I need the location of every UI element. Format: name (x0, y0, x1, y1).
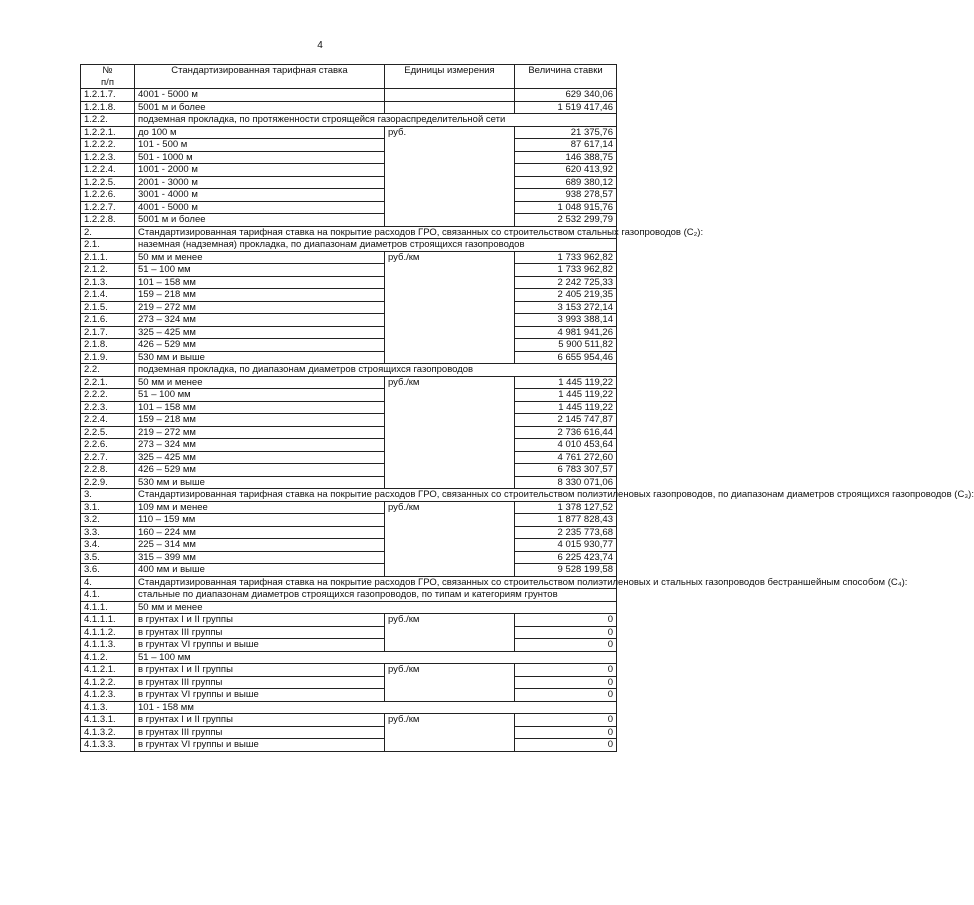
row-value: 21 375,76 (515, 126, 617, 139)
header-description: Стандартизированная тарифная ставка (135, 65, 385, 89)
row-value: 6 655 954,46 (515, 351, 617, 364)
row-description: 315 – 399 мм (135, 551, 385, 564)
row-number: 4.1.1.2. (81, 626, 135, 639)
row-description: в грунтах III группы (135, 626, 385, 639)
row-number: 2. (81, 226, 135, 239)
row-value: 4 010 453,64 (515, 439, 617, 452)
row-description: 4001 - 5000 м (135, 89, 385, 102)
table-body (81, 89, 974, 752)
row-value: 0 (515, 714, 617, 727)
table-row (81, 489, 617, 502)
row-value: 2 145 747,87 (515, 414, 617, 427)
row-number: 1.2.2.2. (81, 139, 135, 152)
row-number: 2.1.3. (81, 276, 135, 289)
row-number: 1.2.2.5. (81, 176, 135, 189)
row-unit (385, 101, 515, 114)
row-number: 4.1.2.2. (81, 676, 135, 689)
row-description: Стандартизированная тарифная ставка на покрытие расходов ГРО, связанных со строительством полиэтиленовых и стальных газопроводов бестраншейным способом (C₄): (135, 576, 617, 589)
row-description: 2001 - 3000 м (135, 176, 385, 189)
header-number: № п/п (81, 65, 135, 89)
row-number: 2.2.8. (81, 464, 135, 477)
row-value: 4 981 941,26 (515, 326, 617, 339)
row-number: 2.1.5. (81, 301, 135, 314)
table-row (81, 626, 617, 639)
row-description: 50 мм и менее (135, 376, 385, 389)
row-number: 1.2.2.4. (81, 164, 135, 177)
row-value: 1 519 417,46 (515, 101, 617, 114)
row-number: 4.1.1. (81, 601, 135, 614)
row-number: 2.1.1. (81, 251, 135, 264)
table-row (81, 339, 617, 352)
row-number: 3.6. (81, 564, 135, 577)
row-value: 0 (515, 664, 617, 677)
table-row (81, 226, 617, 239)
table-row (81, 151, 617, 164)
row-description: 501 - 1000 м (135, 151, 385, 164)
row-value: 1 733 962,82 (515, 264, 617, 277)
table-row (81, 701, 617, 714)
row-value: 4 761 272,60 (515, 451, 617, 464)
table-row (81, 614, 617, 627)
row-unit: руб. (385, 126, 515, 226)
row-description: 219 – 272 мм (135, 301, 385, 314)
row-value: 1 048 915,76 (515, 201, 617, 214)
row-description: 3001 - 4000 м (135, 189, 385, 202)
row-description: 50 мм и менее (135, 601, 617, 614)
row-unit: руб./км (385, 664, 515, 702)
row-description: Стандартизированная тарифная ставка на покрытие расходов ГРО, связанных со строительством полиэтиленовых газопроводов, по диапазонам диаметров строящихся газопроводов (C₃): (135, 489, 617, 502)
row-number: 4.1.1.3. (81, 639, 135, 652)
table-row (81, 451, 617, 464)
row-description: 51 – 100 мм (135, 651, 617, 664)
table-row (81, 301, 617, 314)
row-number: 2.2.7. (81, 451, 135, 464)
row-unit: руб./км (385, 376, 515, 489)
row-number: 3.4. (81, 539, 135, 552)
row-value: 1 445 119,22 (515, 401, 617, 414)
row-number: 1.2.2.3. (81, 151, 135, 164)
row-description: 51 – 100 мм (135, 264, 385, 277)
table-row (81, 576, 617, 589)
row-number: 2.1.8. (81, 339, 135, 352)
row-number: 2.2.4. (81, 414, 135, 427)
table-row (81, 114, 617, 127)
row-description: 5001 м и более (135, 214, 385, 227)
row-number: 2.1.6. (81, 314, 135, 327)
row-value: 938 278,57 (515, 189, 617, 202)
row-number: 4.1.2.3. (81, 689, 135, 702)
table-row (81, 326, 617, 339)
table-row (81, 289, 617, 302)
table-row (81, 714, 617, 727)
row-value: 0 (515, 689, 617, 702)
row-number: 2.1.7. (81, 326, 135, 339)
row-value: 5 900 511,82 (515, 339, 617, 352)
row-description: в грунтах I и II группы (135, 714, 385, 727)
row-description: 159 – 218 мм (135, 414, 385, 427)
table-row (81, 739, 617, 752)
row-value: 2 405 219,35 (515, 289, 617, 302)
row-value: 620 413,92 (515, 164, 617, 177)
row-number: 4.1.3.3. (81, 739, 135, 752)
table-row (81, 376, 617, 389)
row-description: 426 – 529 мм (135, 464, 385, 477)
table-row (81, 314, 617, 327)
row-description: наземная (надземная) прокладка, по диапазонам диаметров строящихся газопроводов (135, 239, 617, 252)
row-description: 110 – 159 мм (135, 514, 385, 527)
row-description: 400 мм и выше (135, 564, 385, 577)
row-value: 87 617,14 (515, 139, 617, 152)
row-value: 1 733 962,82 (515, 251, 617, 264)
row-number: 2.2.5. (81, 426, 135, 439)
row-number: 2.1. (81, 239, 135, 252)
row-number: 2.1.4. (81, 289, 135, 302)
table-row (81, 501, 617, 514)
table-row (81, 601, 617, 614)
table-row (81, 189, 617, 202)
row-number: 2.1.2. (81, 264, 135, 277)
row-description: 101 - 500 м (135, 139, 385, 152)
row-value: 6 225 423,74 (515, 551, 617, 564)
row-value: 629 340,06 (515, 89, 617, 102)
row-value: 1 877 828,43 (515, 514, 617, 527)
row-description: 325 – 425 мм (135, 326, 385, 339)
row-number: 4.1.2.1. (81, 664, 135, 677)
row-value: 2 242 725,33 (515, 276, 617, 289)
row-description: в грунтах VI группы и выше (135, 739, 385, 752)
row-value: 1 445 119,22 (515, 389, 617, 402)
row-number: 3.3. (81, 526, 135, 539)
row-value: 1 445 119,22 (515, 376, 617, 389)
table-row (81, 251, 617, 264)
row-description: 159 – 218 мм (135, 289, 385, 302)
row-description: 530 мм и выше (135, 476, 385, 489)
row-number: 1.2.1.8. (81, 101, 135, 114)
table-row (81, 201, 617, 214)
table-row (81, 476, 617, 489)
row-description: 160 – 224 мм (135, 526, 385, 539)
table-row (81, 101, 617, 114)
row-description: в грунтах I и II группы (135, 664, 385, 677)
row-description: 109 мм и менее (135, 501, 385, 514)
table-row (81, 514, 617, 527)
row-description: в грунтах I и II группы (135, 614, 385, 627)
row-number: 4.1.2. (81, 651, 135, 664)
row-value: 0 (515, 676, 617, 689)
row-number: 2.2. (81, 364, 135, 377)
row-description: 101 – 158 мм (135, 401, 385, 414)
row-value: 6 783 307,57 (515, 464, 617, 477)
row-value: 3 993 388,14 (515, 314, 617, 327)
row-number: 1.2.2.1. (81, 126, 135, 139)
table-row (81, 214, 617, 227)
row-number: 4.1.3.1. (81, 714, 135, 727)
row-description: в грунтах III группы (135, 676, 385, 689)
table-row (81, 414, 617, 427)
table-row (81, 139, 617, 152)
table-row (81, 176, 617, 189)
row-value: 689 380,12 (515, 176, 617, 189)
row-number: 2.2.2. (81, 389, 135, 402)
row-description: подземная прокладка, по диапазонам диаметров строящихся газопроводов (135, 364, 617, 377)
row-value: 4 015 930,77 (515, 539, 617, 552)
row-value: 146 388,75 (515, 151, 617, 164)
table-row (81, 464, 617, 477)
row-description: Стандартизированная тарифная ставка на покрытие расходов ГРО, связанных со строительством стальных газопроводов (C₂): (135, 226, 617, 239)
row-unit: руб./км (385, 614, 515, 652)
table-row (81, 639, 617, 652)
row-number: 2.2.9. (81, 476, 135, 489)
row-value: 0 (515, 626, 617, 639)
row-description: 219 – 272 мм (135, 426, 385, 439)
row-value: 3 153 272,14 (515, 301, 617, 314)
row-number: 3.1. (81, 501, 135, 514)
row-value: 0 (515, 639, 617, 652)
row-description: 225 – 314 мм (135, 539, 385, 552)
row-description: 273 – 324 мм (135, 314, 385, 327)
table-row (81, 589, 617, 602)
row-description: 50 мм и менее (135, 251, 385, 264)
row-number: 2.2.3. (81, 401, 135, 414)
row-unit: руб./км (385, 251, 515, 364)
row-number: 1.2.2.7. (81, 201, 135, 214)
table-header-row (81, 65, 617, 89)
row-value: 0 (515, 739, 617, 752)
row-number: 4.1. (81, 589, 135, 602)
table-row (81, 526, 617, 539)
row-number: 3.5. (81, 551, 135, 564)
row-number: 4. (81, 576, 135, 589)
row-description: 4001 - 5000 м (135, 201, 385, 214)
row-number: 2.2.6. (81, 439, 135, 452)
row-description: стальные по диапазонам диаметров строящихся газопроводов, по типам и категориям грунтов (135, 589, 617, 602)
row-number: 2.2.1. (81, 376, 135, 389)
page-number: 4 (317, 40, 323, 51)
row-description: до 100 м (135, 126, 385, 139)
row-description: 51 – 100 мм (135, 389, 385, 402)
header-unit: Единицы измерения (385, 65, 515, 89)
row-value: 0 (515, 614, 617, 627)
row-description: 5001 м и более (135, 101, 385, 114)
row-number: 1.2.2.8. (81, 214, 135, 227)
row-unit (385, 89, 515, 102)
table-row (81, 126, 617, 139)
table-row (81, 264, 617, 277)
table-row (81, 351, 617, 364)
row-unit: руб./км (385, 714, 515, 752)
table-row (81, 389, 617, 402)
row-description: в грунтах III группы (135, 726, 385, 739)
row-value: 0 (515, 726, 617, 739)
row-description: 530 мм и выше (135, 351, 385, 364)
table-row (81, 726, 617, 739)
row-number: 1.2.2.6. (81, 189, 135, 202)
row-description: в грунтах VI группы и выше (135, 689, 385, 702)
row-description: в грунтах VI группы и выше (135, 639, 385, 652)
row-value: 2 736 616,44 (515, 426, 617, 439)
table-row (81, 564, 617, 577)
table-row (81, 239, 617, 252)
row-number: 1.2.1.7. (81, 89, 135, 102)
row-description: 101 - 158 мм (135, 701, 617, 714)
table-row (81, 89, 617, 102)
row-description: 101 – 158 мм (135, 276, 385, 289)
row-value: 2 235 773,68 (515, 526, 617, 539)
row-description: 273 – 324 мм (135, 439, 385, 452)
row-unit: руб./км (385, 501, 515, 576)
table-row (81, 651, 617, 664)
table-row (81, 276, 617, 289)
table-row (81, 689, 617, 702)
tariff-table (80, 64, 974, 752)
row-number: 3.2. (81, 514, 135, 527)
table-row (81, 439, 617, 452)
row-value: 8 330 071,06 (515, 476, 617, 489)
table-row (81, 401, 617, 414)
row-description: 325 – 425 мм (135, 451, 385, 464)
table-row (81, 676, 617, 689)
table-row (81, 426, 617, 439)
table-row (81, 164, 617, 177)
row-value: 2 532 299,79 (515, 214, 617, 227)
row-number: 4.1.1.1. (81, 614, 135, 627)
table-row (81, 551, 617, 564)
row-number: 3. (81, 489, 135, 502)
table-row (81, 664, 617, 677)
row-description: 1001 - 2000 м (135, 164, 385, 177)
row-description: 426 – 529 мм (135, 339, 385, 352)
row-value: 1 378 127,52 (515, 501, 617, 514)
row-number: 4.1.3. (81, 701, 135, 714)
row-number: 1.2.2. (81, 114, 135, 127)
row-number: 2.1.9. (81, 351, 135, 364)
table-row (81, 539, 617, 552)
row-value: 9 528 199,58 (515, 564, 617, 577)
row-number: 4.1.3.2. (81, 726, 135, 739)
row-description: подземная прокладка, по протяженности строящейся газораспределительной сети (135, 114, 617, 127)
table-row (81, 364, 617, 377)
header-value: Величина ставки (515, 65, 617, 89)
